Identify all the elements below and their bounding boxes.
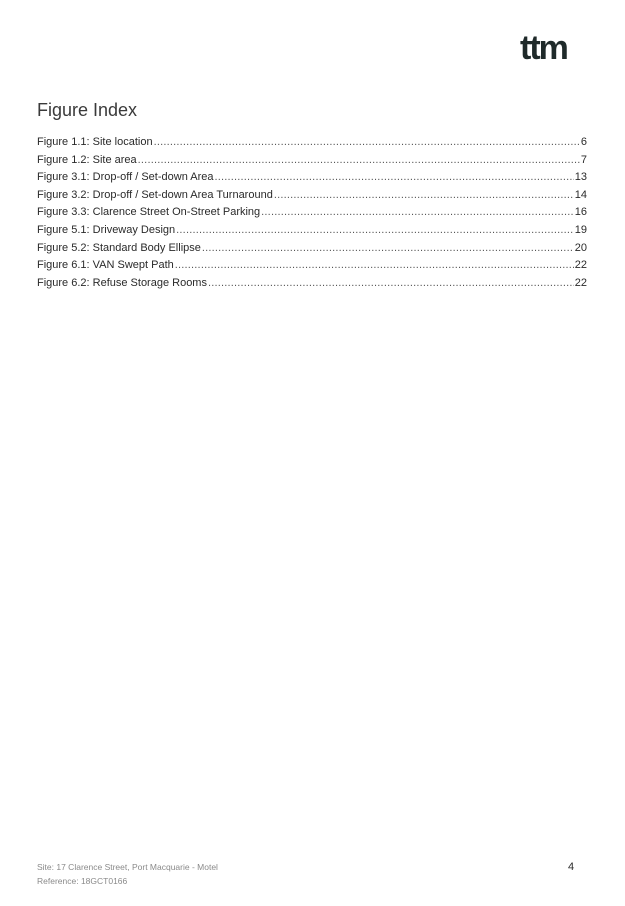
dot-leader [274,189,574,201]
company-logo: ttm [520,29,567,67]
entry-label: Figure 5.1: Driveway Design [37,223,176,236]
page-title: Figure Index [37,100,138,120]
entry-label: Figure 3.2: Drop-off / Set-down Area Turnaround [37,188,273,201]
dot-leader [202,242,574,254]
entry-label: Figure 1.2: Site area [37,153,137,166]
dot-leader [175,259,574,271]
list-item[interactable] [37,171,587,189]
entry-page-number: 22 [574,276,587,289]
footer-info [37,860,218,888]
dot-leader [261,206,574,218]
entry-label: Figure 5.2: Standard Body Ellipse [37,241,201,254]
entry-page-number: 6 [580,136,587,148]
entry-page-number: 7 [580,153,587,166]
list-item[interactable] [37,242,587,260]
dot-leader [138,154,580,166]
page-number: 4 [568,861,575,873]
dot-leader [176,224,574,236]
footer-site: Site: 17 Clarence Street, Port Macquarie - Motel [37,862,218,872]
entry-label: Figure 6.1: VAN Swept Path [37,259,174,272]
entry-label: Figure 3.3: Clarence Street On-Street Parking [37,206,261,219]
dot-leader [215,171,574,183]
entry-label: Figure 6.2: Refuse Storage Rooms [37,276,207,289]
list-item[interactable] [37,154,587,172]
figure-index-list [37,136,587,294]
dot-leader [208,277,574,289]
footer-reference: Reference: 18GCT0166 [37,876,128,886]
list-item[interactable] [37,136,587,154]
list-item[interactable] [37,259,587,277]
list-item[interactable] [37,224,587,242]
entry-page-number: 14 [574,188,587,201]
list-item[interactable] [37,189,587,207]
entry-page-number: 20 [574,241,587,254]
list-item[interactable] [37,206,587,224]
entry-page-number: 22 [574,259,587,272]
entry-page-number: 13 [574,171,587,184]
entry-label: Figure 1.1: Site location [37,136,153,148]
entry-label: Figure 3.1: Drop-off / Set-down Area [37,171,214,184]
dot-leader [154,136,580,148]
list-item[interactable] [37,277,587,295]
entry-page-number: 16 [574,206,587,219]
entry-page-number: 19 [574,223,587,236]
